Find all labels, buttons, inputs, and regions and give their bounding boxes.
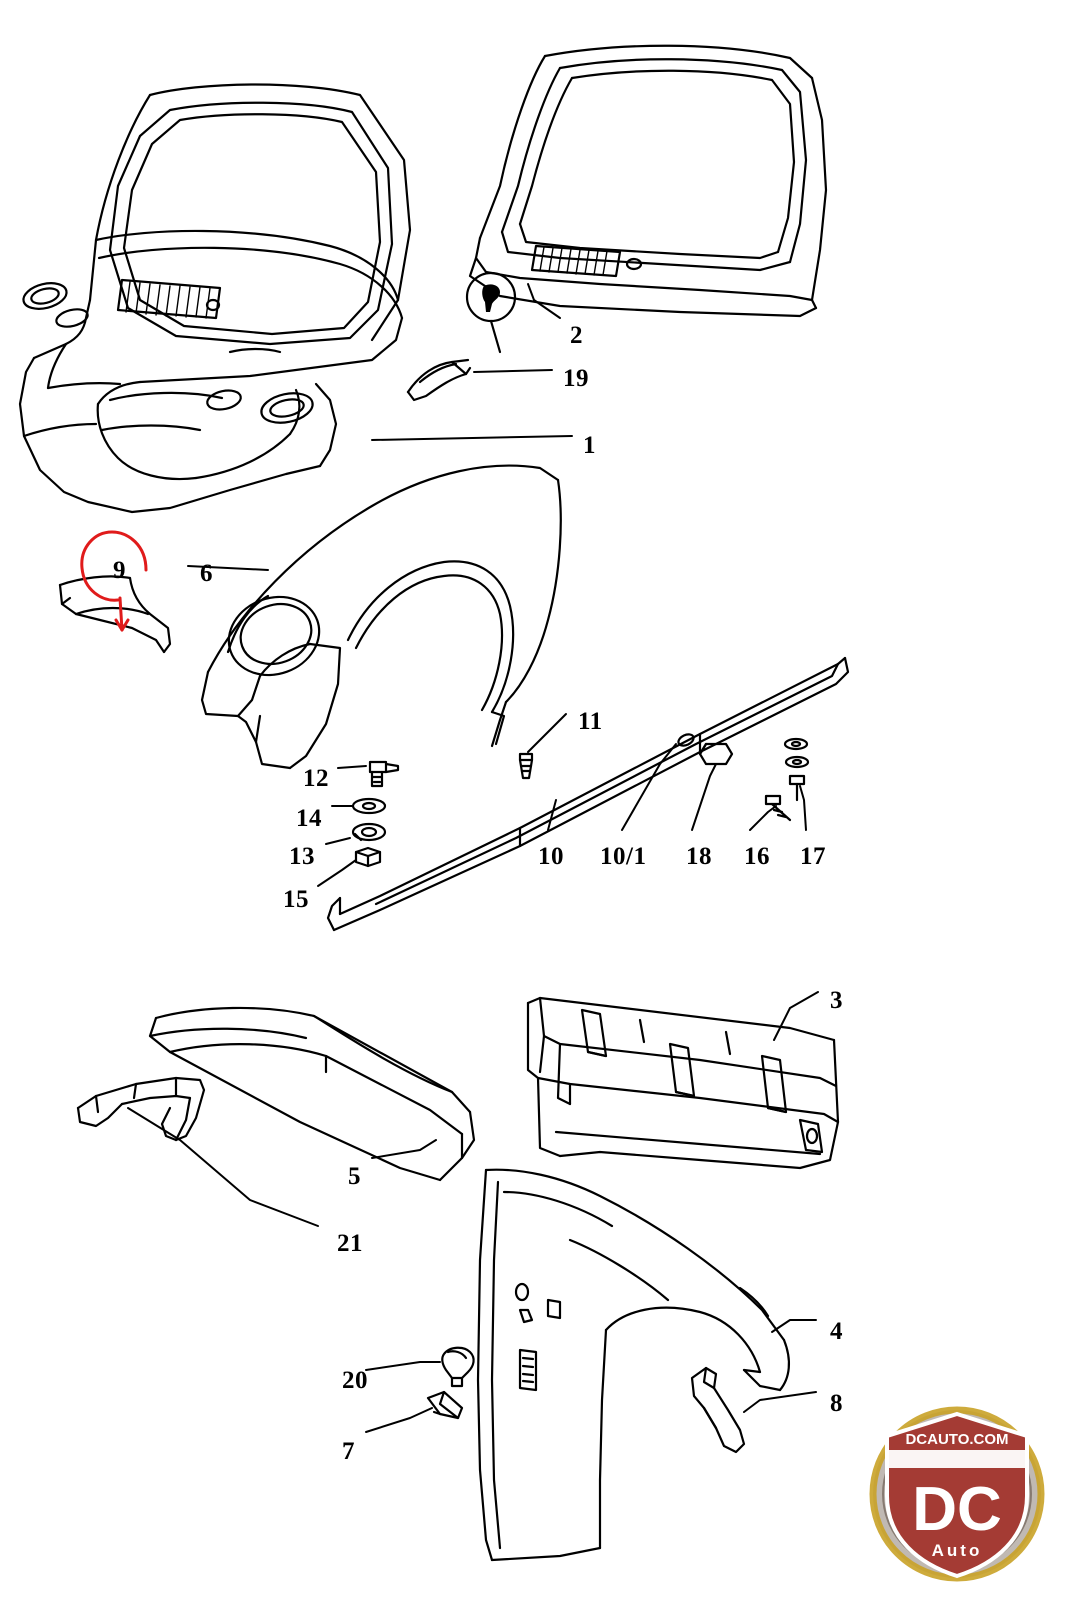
part-21-roof-bracket xyxy=(78,1078,204,1140)
part-11-screw xyxy=(520,754,532,778)
callout-15: 15 xyxy=(283,886,309,913)
callout-9: 9 xyxy=(113,557,126,584)
part-7-grommet xyxy=(428,1392,462,1418)
callout-13: 13 xyxy=(289,843,315,870)
part-9-cowl-trim xyxy=(60,576,170,652)
part-13-lock-washer xyxy=(353,824,385,840)
callout-12: 12 xyxy=(303,765,329,792)
part-6-front-fender xyxy=(202,466,561,768)
callout-7: 7 xyxy=(342,1438,355,1465)
callout-18: 18 xyxy=(686,843,712,870)
part-10-sill-moulding xyxy=(328,658,848,930)
part-3-tail-panel xyxy=(528,998,838,1168)
watermark-top-text: DCAUTO.COM xyxy=(905,1431,1009,1448)
callout-11: 11 xyxy=(578,708,603,735)
callout-10: 10 xyxy=(538,843,564,870)
callout-8: 8 xyxy=(830,1390,843,1417)
dcauto-watermark xyxy=(857,1392,1057,1592)
part-20-body-plug xyxy=(442,1348,473,1386)
callout-21: 21 xyxy=(337,1230,363,1257)
part-16-screw xyxy=(766,796,790,820)
callout-2: 2 xyxy=(570,322,583,349)
part-17-washer-nut xyxy=(785,739,808,800)
part-1-firewall xyxy=(20,84,410,512)
part-5-deck-edge xyxy=(150,1008,474,1180)
watermark-sub-text: Auto xyxy=(931,1541,983,1560)
part-8-reinforcement xyxy=(692,1368,744,1452)
callout-6: 6 xyxy=(200,560,213,587)
watermark-main-text: DC xyxy=(912,1475,1002,1544)
callout-1: 1 xyxy=(583,432,596,459)
callout-16: 16 xyxy=(744,843,770,870)
callout-4: 4 xyxy=(830,1318,843,1345)
part-15-nut xyxy=(356,848,380,866)
callout-19: 19 xyxy=(563,365,589,392)
part-2-windshield-frame xyxy=(470,46,826,316)
part-12-bolt xyxy=(370,762,398,786)
callout-17: 17 xyxy=(800,843,826,870)
callout-3: 3 xyxy=(830,987,843,1014)
callout-14: 14 xyxy=(296,805,322,832)
callout-10-1: 10/1 xyxy=(600,843,647,870)
callout-5: 5 xyxy=(348,1163,361,1190)
part-14-washer xyxy=(353,799,385,813)
part-19-seal-strip xyxy=(408,273,515,400)
callout-20: 20 xyxy=(342,1367,368,1394)
part-4-quarter-panel xyxy=(478,1170,789,1560)
